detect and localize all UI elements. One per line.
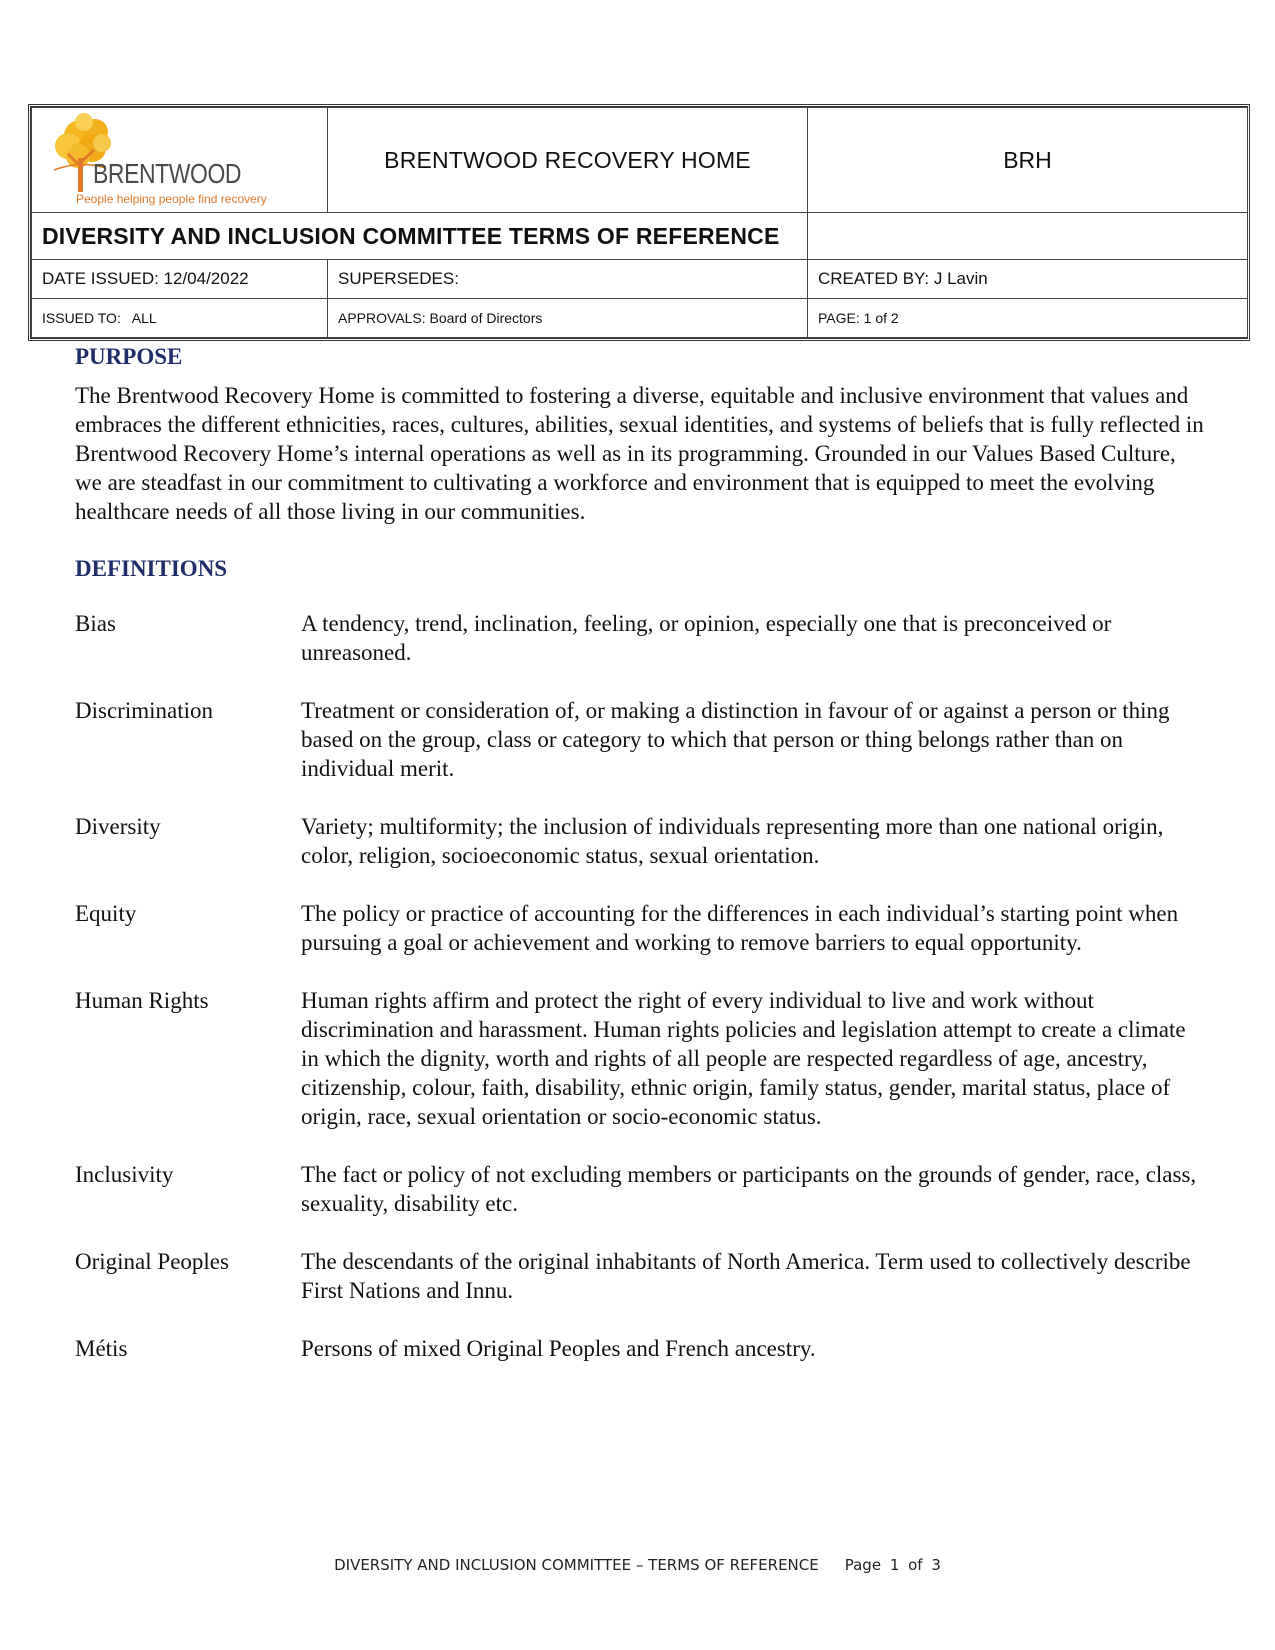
document-body [75,342,1205,1363]
approvals: APPROVALS: Board of Directors [328,299,808,338]
definition-term: Discrimination [75,698,213,723]
definition-term: Human Rights [75,988,209,1013]
definition-item [75,696,1205,783]
definition-term: Inclusivity [75,1162,174,1187]
definition-term: Métis [75,1336,128,1361]
definitions-heading: DEFINITIONS [75,556,228,581]
definition-item [75,1334,1205,1363]
definition-item [75,1247,1205,1305]
definition-item [75,1160,1205,1218]
logo-wordmark: BRENTWOOD [93,158,242,189]
header-page: PAGE: 1 of 2 [808,299,1248,338]
doc-title-blank-cell [808,213,1248,260]
supersedes: SUPERSEDES: [328,260,808,299]
issued-to: ISSUED TO: ALL [32,299,328,338]
definition-text: Human rights affirm and protect the right of every individual to live and work without discrimination and harassment. Human rights policies and legislation attempt to create a climate in which the dignity, worth and rights of all people are respected regardless of age, ancestry, citizenship, colour, faith, disability, ethnic origin, family status, gender, marital status, place of origin, race, sexual orientation or socio-economic status. [301,988,1186,1129]
definition-text: Variety; multiformity; the inclusion of individuals representing more than one national origin, color, religion, socioeconomic status, sexual orientation. [301,814,1164,868]
footer-title: DIVERSITY AND INCLUSION COMMITTEE – TERMS OF REFERENCE [334,1556,819,1574]
definition-text: Persons of mixed Original Peoples and French ancestry. [301,1336,816,1361]
definition-term: Bias [75,611,116,636]
definition-text: The policy or practice of accounting for the differences in each individual’s starting point when pursuing a goal or achievement and working to remove barriers to equal opportunity. [301,901,1179,955]
definition-term: Original Peoples [75,1249,229,1274]
definition-text: The fact or policy of not excluding members or participants on the grounds of gender, race, class, sexuality, disability etc. [301,1162,1197,1216]
definition-term: Equity [75,901,137,926]
definition-text: The descendants of the original inhabitants of North America. Term used to collectively describe First Nations and Innu. [301,1249,1191,1303]
brentwood-logo [40,110,290,210]
logo-cell [32,108,328,213]
page-footer [0,1556,1275,1574]
document-header [28,104,1250,341]
definition-item [75,899,1205,957]
date-issued: DATE ISSUED: 12/04/2022 [32,260,328,299]
definition-term: Diversity [75,814,161,839]
purpose-heading: PURPOSE [75,344,183,369]
purpose-text: The Brentwood Recovery Home is committed to fostering a diverse, equitable and inclusive environment that values and embraces the different ethnicities, races, cultures, abilities, sexual identities, and systems of beliefs that is fully reflected in Brentwood Recovery Home’s internal operations as well as in its programming. Grounded in our Values Based Culture, we are steadfast in our commitment to cultivating a workforce and environment that is equipped to meet the evolving healthcare needs of all those living in our communities. [75,383,1204,524]
definition-text: A tendency, trend, inclination, feeling, or opinion, especially one that is preconceived or unreasoned. [301,611,1112,665]
org-code: BRH [808,108,1248,213]
org-name: BRENTWOOD RECOVERY HOME [328,108,808,213]
doc-title: DIVERSITY AND INCLUSION COMMITTEE TERMS OF REFERENCE [32,213,808,260]
created-by: CREATED BY: J Lavin [808,260,1248,299]
definition-item [75,812,1205,870]
definition-item [75,986,1205,1131]
definition-item [75,609,1205,667]
definition-text: Treatment or consideration of, or making a distinction in favour of or against a person or thing based on the group, class or category to which that person or thing belongs rather than on individual merit. [301,698,1170,781]
footer-page-number: Page 1 of 3 [844,1556,941,1574]
logo-tagline: People helping people find recovery [76,192,267,206]
definitions-list [75,609,1205,1363]
